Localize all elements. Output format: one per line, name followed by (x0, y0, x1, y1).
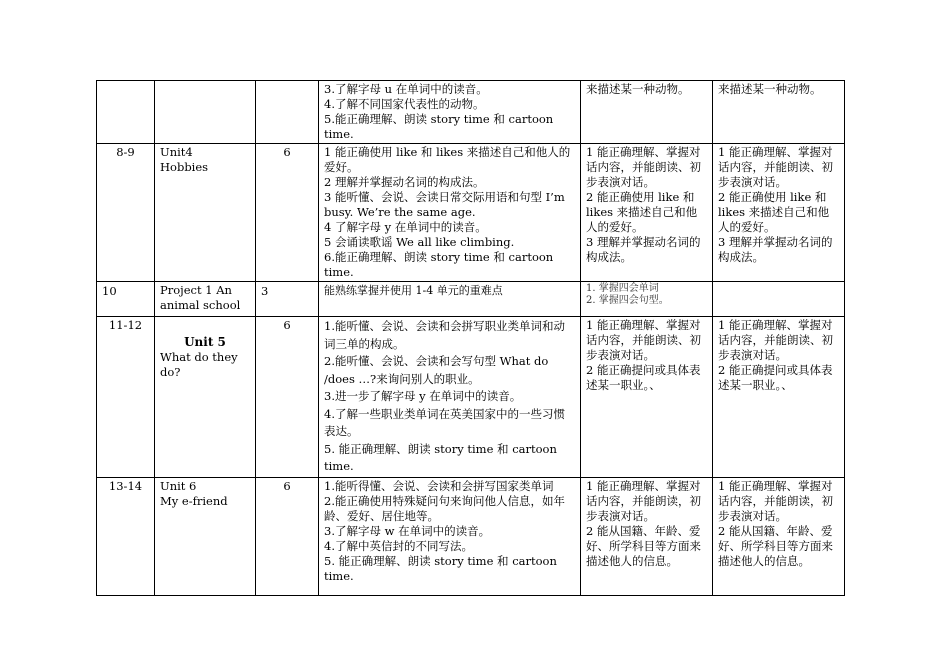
knowledge-cell (581, 81, 713, 144)
week-cell: 13-14 (97, 477, 155, 595)
goal-line: 3.进一步了解字母 y 在单词中的读音。 (324, 389, 522, 403)
goal-line: 4 了解字母 y 在单词中的读音。 (324, 220, 487, 234)
goal-line: 3.了解字母 u 在单词中的读音。 (324, 82, 488, 96)
goal-line: 5.能正确理解、朗读 story time 和 cartoon time. (324, 112, 554, 141)
unit-subtitle: Hobbies (160, 160, 209, 174)
goal-line: 3.了解字母 w 在单词中的读音。 (324, 523, 491, 538)
skills-line: 1 能正确理解、掌握对话内容，并能朗读、初步表演对话。 (718, 318, 833, 362)
skills-cell (713, 282, 845, 317)
week-cell: 11-12 (97, 317, 155, 478)
knowledge-line: 2 能从国籍、年龄、爱好、所学科目等方面来描述他人的信息。 (586, 523, 701, 568)
unit-cell (155, 317, 256, 478)
unit-title: Unit 6 (160, 478, 197, 493)
unit-subtitle: My e-friend (160, 493, 228, 508)
skills-cell (713, 144, 845, 282)
table-row (97, 144, 845, 282)
goals-cell (319, 282, 581, 317)
knowledge-cell (581, 477, 713, 595)
unit-title: Unit4 (160, 145, 193, 159)
goal-line: 1.能听懂、会说、会读和会拼写职业类单词和动词三单的构成。 (324, 319, 565, 351)
goals-cell (319, 317, 581, 478)
week-cell: 10 (97, 282, 155, 317)
table-row (97, 282, 845, 317)
goal-line: 5. 能正确理解、朗读 story time 和 cartoon time. (324, 441, 557, 473)
goal-line: 3 能听懂、会说、会读日常交际用语和句型 I’m busy. We’re the same age. (324, 190, 565, 219)
skills-line: 1 能正确理解、掌握对话内容，并能朗读、初步表演对话。 (718, 145, 833, 189)
goal-line: 5. 能正确理解、朗读 story time 和 cartoon time. (324, 553, 557, 583)
knowledge-line: 2. 掌握四会句型。 (586, 295, 669, 306)
knowledge-cell (581, 317, 713, 478)
hours-cell: 3 (256, 282, 319, 317)
goal-line: 1.能听得懂、会说、会读和会拼写国家类单词 (324, 478, 554, 493)
goals-cell (319, 144, 581, 282)
knowledge-line: 1 能正确理解、掌握对话内容，并能朗读，初步表演对话。 (586, 478, 701, 523)
hours-cell: 6 (256, 477, 319, 595)
skills-cell (713, 81, 845, 144)
knowledge-line: 2 能正确提问或具体表述某一职业。、 (586, 363, 701, 392)
week-cell: 8-9 (97, 144, 155, 282)
goals-cell (319, 81, 581, 144)
goal-line: 4.了解中英信封的不同写法。 (324, 538, 473, 553)
hours-cell: 6 (256, 317, 319, 478)
goal-line: 6.能正确理解、朗读 story time 和 cartoon time. (324, 250, 554, 279)
knowledge-line: 1. 掌握四会单词 (586, 283, 659, 294)
knowledge-cell (581, 282, 713, 317)
knowledge-line: 2 能正确使用 like 和 likes 来描述自己和他人的爱好。 (586, 190, 698, 234)
skills-line: 2 能从国籍、年龄、爱好、所学科目等方面来描述他人的信息。 (718, 523, 833, 568)
goal-line: 1 能正确使用 like 和 likes 来描述自己和他人的爱好。 (324, 145, 571, 174)
unit-title: Project 1 An animal school (160, 283, 241, 312)
goals-cell (319, 477, 581, 595)
skills-line: 来描述某一种动物。 (718, 82, 822, 96)
table-row (97, 477, 845, 595)
goal-line: 2.能正确使用特殊疑问句来询问他人信息，如年龄、爱好、居住地等。 (324, 493, 565, 523)
hours-cell: 6 (256, 144, 319, 282)
skills-line: 2 能正确使用 like 和 likes 来描述自己和他人的爱好。 (718, 190, 830, 234)
knowledge-line: 1 能正确理解、掌握对话内容，并能朗读、初步表演对话。 (586, 318, 701, 362)
week-cell (97, 81, 155, 144)
knowledge-line: 3 理解并掌握动名词的构成法。 (586, 235, 701, 264)
knowledge-line: 来描述某一种动物。 (586, 82, 690, 96)
goal-line: 4.了解一些职业类单词在英美国家中的一些习惯表达。 (324, 406, 565, 438)
skills-line: 3 理解并掌握动名词的构成法。 (718, 235, 833, 264)
goal-line: 能熟练掌握并使用 1-4 单元的重难点 (324, 284, 503, 297)
skills-cell (713, 317, 845, 478)
goal-line: 2.能听懂、会说、会读和会写句型 What do /does …?来询问别人的职业。 (324, 354, 549, 386)
unit-cell (155, 81, 256, 144)
goal-line: 2 理解并掌握动名词的构成法。 (324, 175, 485, 189)
table-row (97, 81, 845, 144)
skills-cell (713, 477, 845, 595)
goal-line: 4.了解不同国家代表性的动物。 (324, 97, 485, 111)
skills-line: 2 能正确提问或具体表述某一职业。、 (718, 363, 833, 392)
knowledge-cell (581, 144, 713, 282)
knowledge-line: 1 能正确理解、掌握对话内容，并能朗读、初步表演对话。 (586, 145, 701, 189)
unit-cell (155, 144, 256, 282)
teaching-plan-table (96, 80, 845, 596)
goal-line: 5 会诵读歌谣 We all like climbing. (324, 235, 515, 249)
skills-line: 1 能正确理解、掌握对话内容，并能朗读，初步表演对话。 (718, 478, 833, 523)
table-row (97, 317, 845, 478)
unit-cell (155, 282, 256, 317)
unit-cell (155, 477, 256, 595)
unit-title: Unit 5 (184, 335, 226, 349)
unit-subtitle: What do they do? (160, 350, 238, 379)
hours-cell (256, 81, 319, 144)
